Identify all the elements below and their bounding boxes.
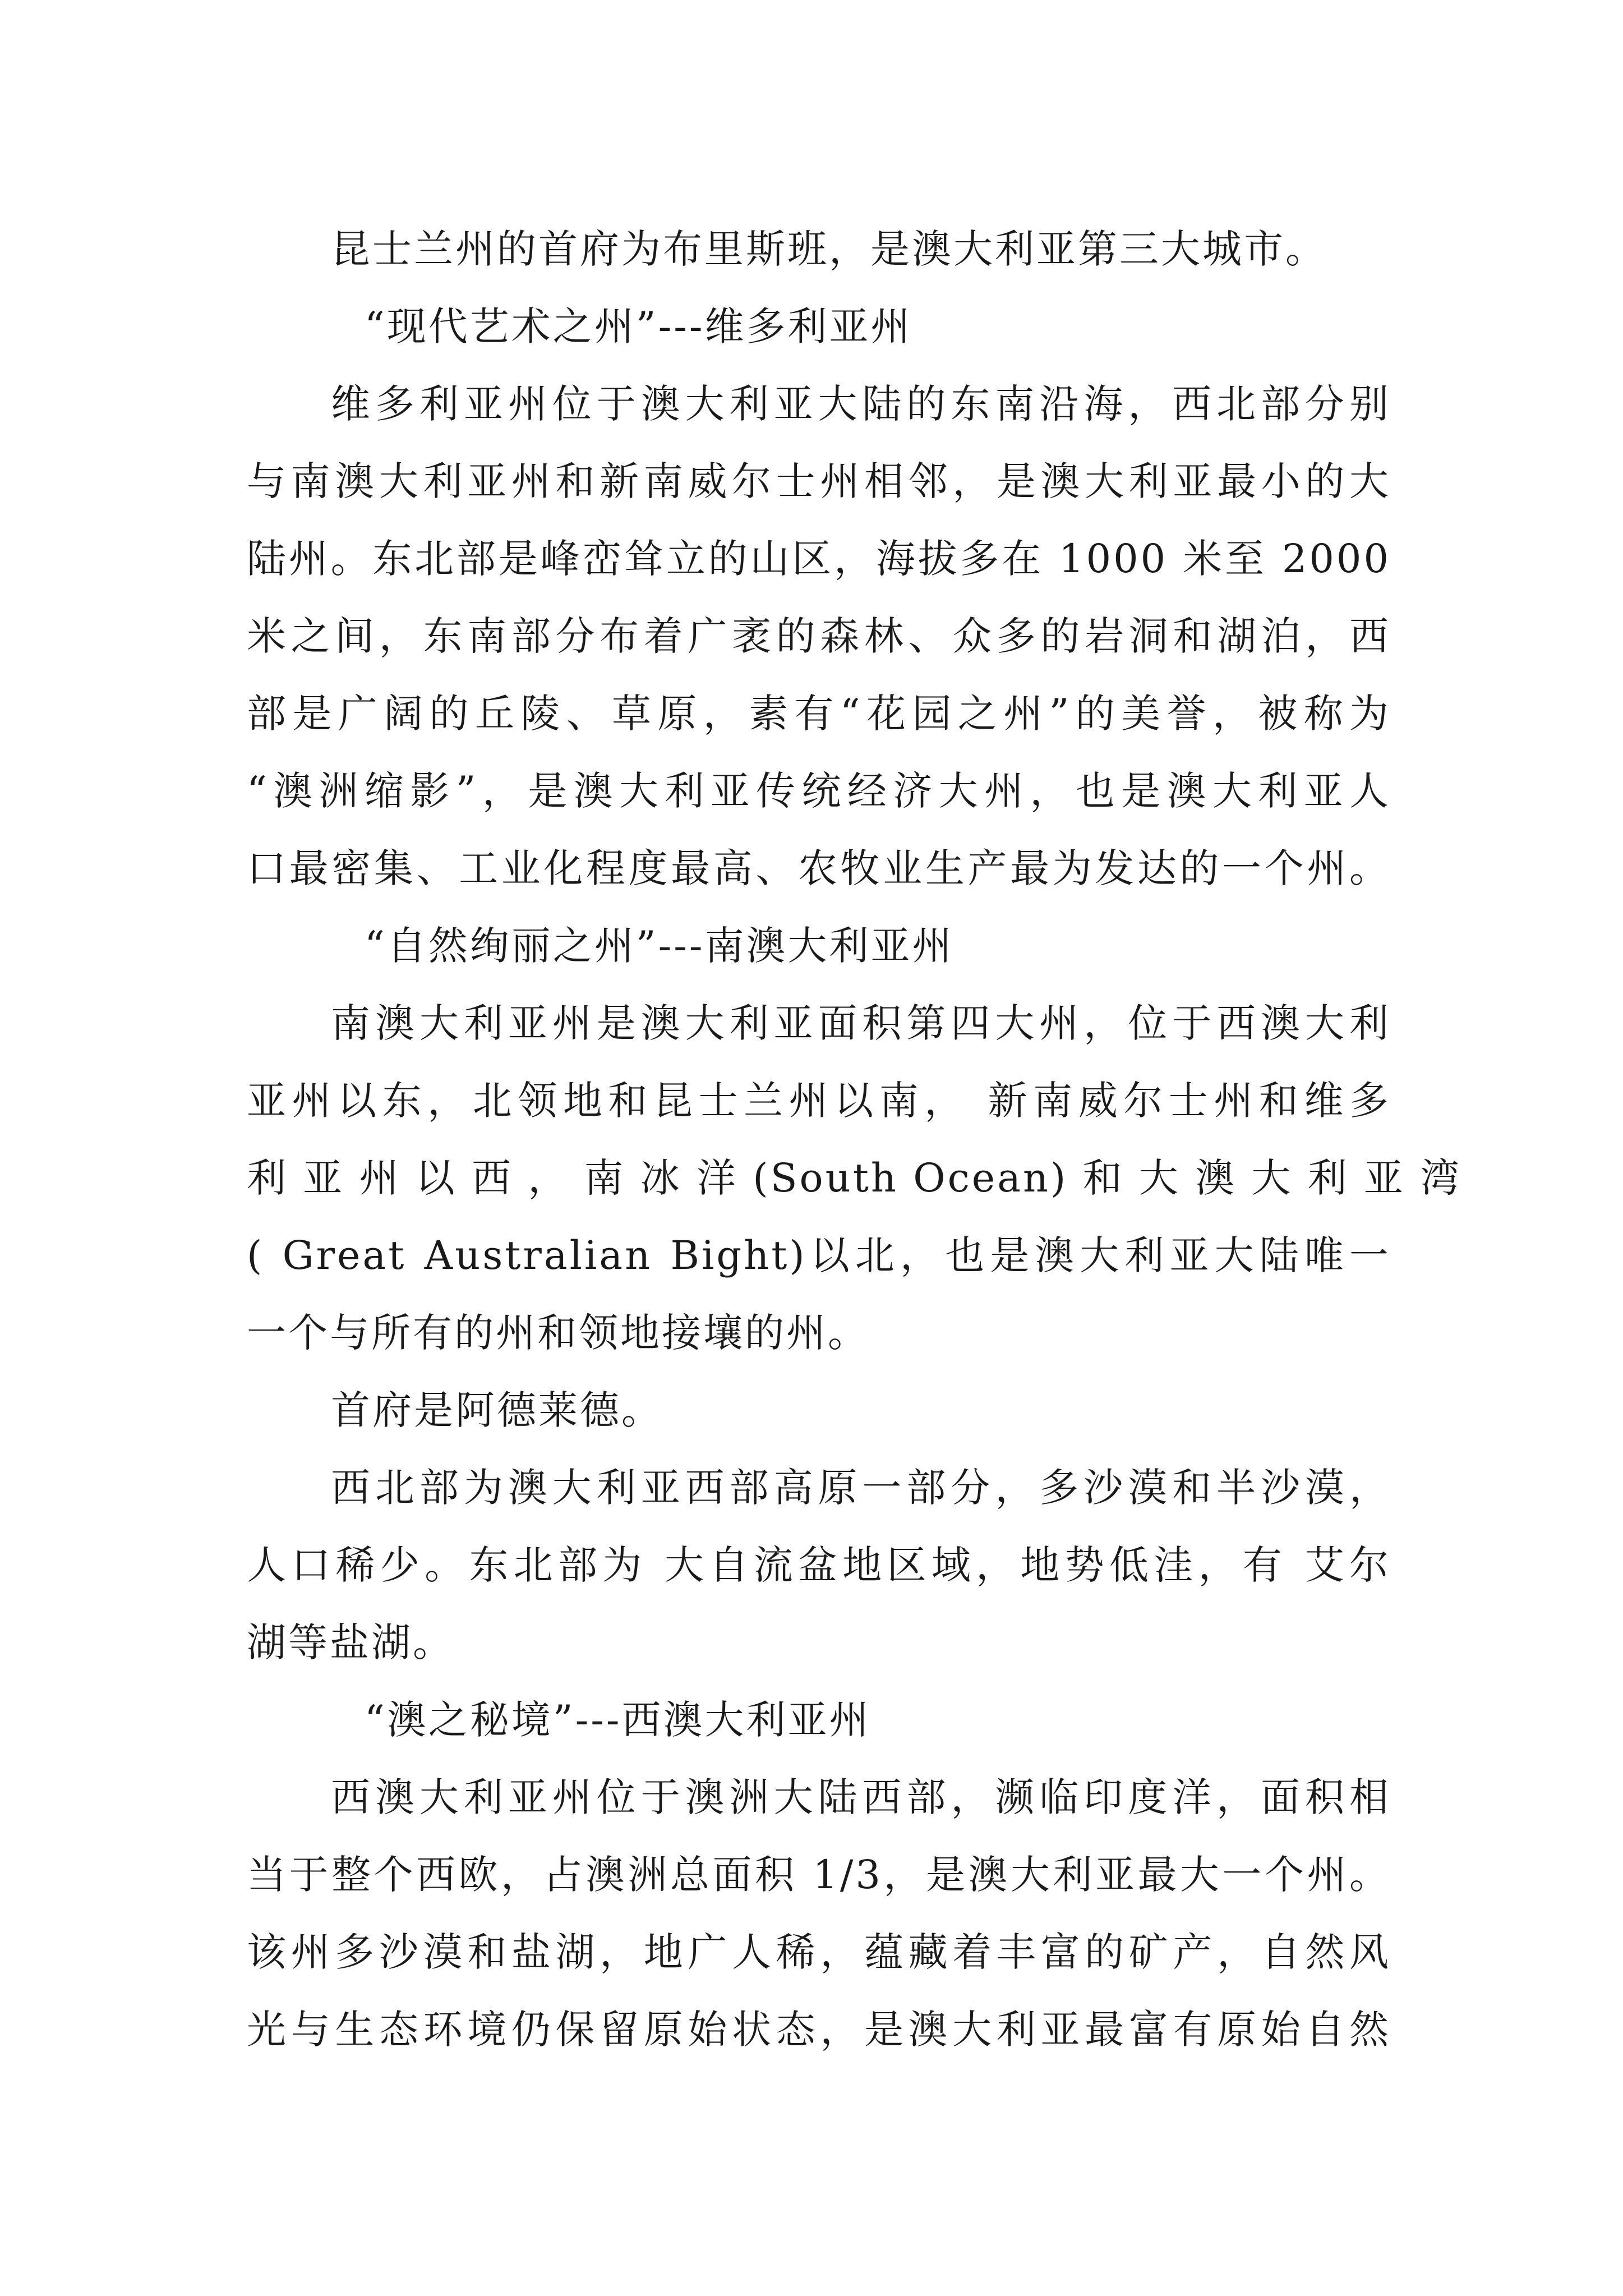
paragraph-line: 人口稀少。东北部为 大自流盆地区域，地势低洼，有 艾尔 bbox=[247, 1542, 1391, 1588]
paragraph-line: 米之间，东南部分布着广袤的森林、众多的岩洞和湖泊，西 bbox=[247, 613, 1391, 659]
paragraph-line: “澳洲缩影”，是澳大利亚传统经济大州，也是澳大利亚人 bbox=[247, 768, 1391, 814]
paragraph-line: 昆士兰州的首府为布里斯班，是澳大利亚第三大城市。 bbox=[331, 226, 1327, 272]
paragraph-line: 首府是阿德莱德。 bbox=[331, 1387, 663, 1433]
paragraph-line: 部是广阔的丘陵、草原，素有“花园之州”的美誉，被称为 bbox=[247, 691, 1391, 737]
paragraph-line: 口最密集、工业化程度最高、农牧业生产最为发达的一个州。 bbox=[247, 845, 1391, 891]
section-heading: “澳之秘境”---西澳大利亚州 bbox=[365, 1697, 871, 1743]
paragraph-line: 利 亚 州 以 西 ， 南 冰 洋 (South Ocean) 和 大 澳 大 利 亚 湾 bbox=[247, 1155, 1462, 1201]
paragraph-line: 亚州以东，北领地和昆士兰州以南， 新南威尔士州和维多 bbox=[247, 1078, 1391, 1124]
paragraph-line: ( Great Australian Bight)以北，也是澳大利亚大陆唯一 bbox=[247, 1232, 1391, 1278]
paragraph-line: 西澳大利亚州位于澳洲大陆西部，濒临印度洋，面积相 bbox=[331, 1774, 1391, 1820]
paragraph-line: 一个与所有的州和领地接壤的州。 bbox=[247, 1310, 869, 1356]
section-heading: “自然绚丽之州”---南澳大利亚州 bbox=[365, 923, 954, 969]
paragraph-line: 光与生态环境仍保留原始状态，是澳大利亚最富有原始自然 bbox=[247, 2007, 1391, 2053]
paragraph-line: 维多利亚州位于澳大利亚大陆的东南沿海，西北部分别 bbox=[331, 381, 1391, 427]
paragraph-line: 西北部为澳大利亚西部高原一部分，多沙漠和半沙漠， bbox=[331, 1465, 1391, 1511]
paragraph-line: 湖等盐湖。 bbox=[247, 1619, 454, 1665]
paragraph-line: 南澳大利亚州是澳大利亚面积第四大州，位于西澳大利 bbox=[331, 1000, 1391, 1046]
document-body bbox=[247, 210, 1462, 2068]
paragraph-line: 陆州。东北部是峰峦耸立的山区，海拔多在 1000 米至 2000 bbox=[247, 536, 1391, 582]
paragraph-line: 该州多沙漠和盐湖，地广人稀，蕴藏着丰富的矿产，自然风 bbox=[247, 1929, 1391, 1975]
paragraph-line: 当于整个西欧，占澳洲总面积 1/3，是澳大利亚最大一个州。 bbox=[247, 1852, 1391, 1898]
section-heading: “现代艺术之州”---维多利亚州 bbox=[365, 303, 912, 349]
paragraph-line: 与南澳大利亚州和新南威尔士州相邻，是澳大利亚最小的大 bbox=[247, 458, 1391, 504]
